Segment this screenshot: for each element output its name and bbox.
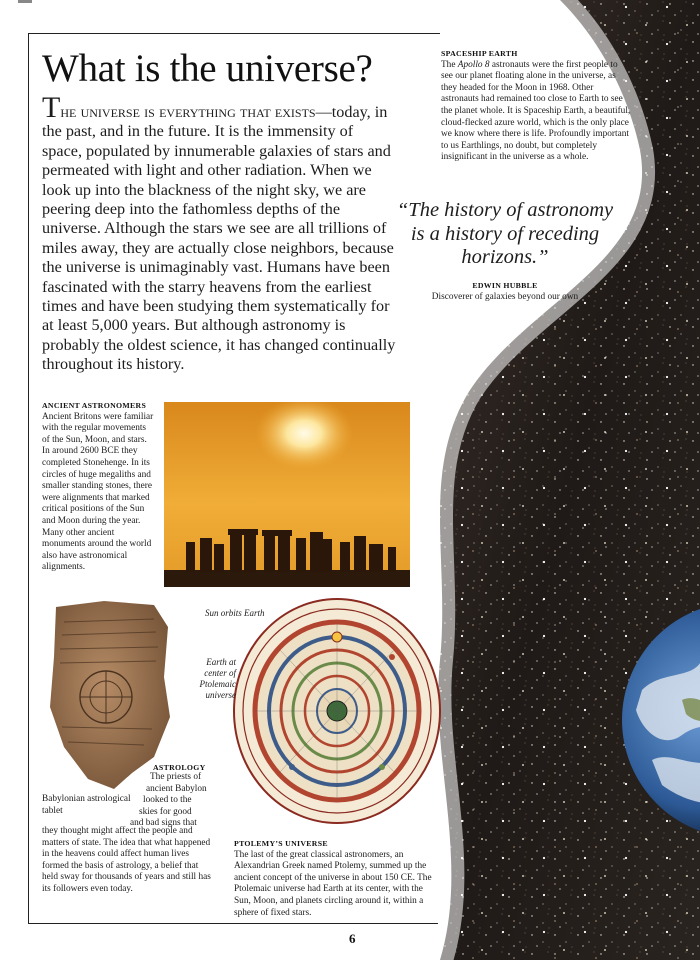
ptolemaic-universe-diagram	[232, 597, 442, 825]
spaceship-italic: Apollo 8	[457, 59, 490, 70]
astrology-line-4: skies for good	[139, 807, 192, 817]
intro-dropcap: T	[42, 91, 61, 124]
spaceship-body: astronauts were the first people to see our planet floating alone in the universe, as they headed for the Moon in 1968. Other astronauts had remained too close to Earth to see the planet whole. It is Spaceship Earth, a beautiful, cloud-flecked azure world, which is the only place we know where there is life. Profoundly important to us Earthlings, no doubt, but completely insignificant in the universe as a whole.	[441, 59, 631, 163]
frame-bottom-rule	[28, 923, 438, 924]
tablet-label: Babylonian astrological tablet	[42, 794, 131, 816]
label-earth-center: Earth at center of Ptolemaic universe	[199, 657, 236, 700]
intro-paragraph	[42, 91, 397, 375]
earth-globe-image	[622, 600, 700, 840]
spaceship-earth-heading: SPACESHIP EARTH	[441, 49, 518, 58]
quote-attribution	[400, 280, 610, 303]
frame-left-rule	[28, 33, 29, 923]
ptolemy-heading: PTOLEMY’S UNIVERSE	[234, 839, 328, 848]
intro-smallcaps: he universe is everything that exists	[60, 102, 316, 121]
quote-author-name: EDWIN HUBBLE	[472, 281, 538, 290]
spaceship-lead: The	[441, 59, 458, 70]
astrology-line-1: The priests of	[150, 772, 202, 782]
ancient-astronomers-heading: ANCIENT ASTRONOMERS	[42, 401, 147, 410]
stonehenge-photo	[164, 402, 410, 587]
pull-quote: “The history of astronomy is a history of receding horizons.”	[396, 199, 614, 268]
astrology-body: they thought might affect the people and matters of state. The idea that what happened in the heavens could affect human lives formed the basis of astrology, a belief that held sway for thousands of years and still has its followers even today.	[42, 826, 211, 894]
ptolemy-body: The last of the great classical astronomers, an Alexandrian Greek named Ptolemy, summed up the ancient concept of the universe in about 150 CE. The Ptolemaic universe had Earth at its center, with the Sun, Moon, and planets circling around it, within a sphere of fixed stars.	[234, 849, 432, 918]
spaceship-earth-caption	[441, 48, 631, 164]
intro-body: —today, in the past, and in the future. It is the immensity of space, populated by innumerable galaxies of stars and permeated with light and other radiation. When we look up into the blackness of the night sky, we are peering deep into the fathomless depths of the universe. Although the stars we see are all trillions of miles away, they are actually close neighbors, because the universe is unimaginably vast. Humans have been fascinated with the starry heavens from the earliest times and have been studying them systematically for at least 5,000 years. But although astronomy is probably the oldest science, it has changed continually throughout its history.	[42, 103, 396, 374]
astrology-heading: ASTROLOGY	[153, 763, 206, 772]
astrology-line-5: and bad signs that	[130, 818, 197, 828]
page-title: What is the universe?	[42, 47, 373, 90]
astrology-line-2: ancient Babylon	[146, 784, 207, 794]
quote-author-desc: Discoverer of galaxies beyond our own	[431, 291, 579, 302]
ancient-astronomers-body: Ancient Britons were familiar with the regular movements of the Sun, Moon, and stars. In around 2600 BCE they completed Stonehenge. In its circles of huge megaliths and smaller standing stones, there were alignments that marked critical positions of the Sun and Moon during the year. Many other ancient monuments around the world also have astronomical alignments.	[42, 411, 154, 573]
ancient-astronomers-caption	[42, 400, 154, 574]
astrology-line-3: looked to the	[143, 795, 192, 805]
corner-mark	[18, 0, 32, 3]
frame-top-rule	[28, 33, 440, 34]
page-number: 6	[349, 931, 356, 946]
ptolemy-caption	[234, 838, 439, 919]
label-sun-orbits-earth: Sun orbits Earth	[205, 608, 265, 618]
